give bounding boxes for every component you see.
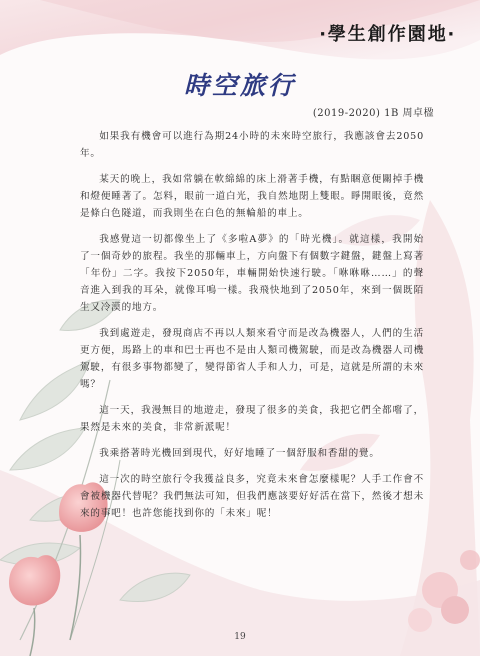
article-paragraph: 這一次的時空旅行令我獲益良多，究竟未來會怎麼樣呢？人手工作會不會被機器代替呢？我們無法可知，但我們應該要好好活在當下，然後才想未來的事吧！也許您能找到你的「未來」呢！ — [80, 474, 424, 519]
article-paragraph: 這一天，我漫無目的地遊走，發現了很多的美食，我把它們全都嚐了，果然是未來的美食，非常新派呢！ — [80, 405, 424, 433]
article-paragraph: 我感覺這一切都像坐上了《多啦A夢》的「時光機」。就這樣，我開始了一個奇妙的旅程。我坐的那輛車上，方向盤下有個數字鍵盤，鍵盤上寫著「年份」二字。我按下2050年，車輛開始快速行駛。「咻咻咻……」的聲音進入到我的耳朵，就像耳鳴一樣。我飛快地到了2050年，來到一個既陌生又冷漠的地方。 — [80, 234, 424, 313]
article-paragraph: 我乘搭著時光機回到現代，好好地睡了一個舒服和香甜的覺。 — [99, 448, 380, 459]
article-byline: (2019-2020) 1B 周卓楹 — [312, 108, 434, 119]
article-title: 時空旅行 — [183, 71, 296, 100]
section-header: ‧學生創作園地‧ — [319, 24, 456, 45]
article-paragraph: 如果我有機會可以進行為期24小時的未來時空旅行，我應該會去2050年。 — [80, 131, 424, 159]
page-number: 19 — [234, 632, 246, 642]
article-body — [80, 128, 424, 531]
article-paragraph: 我到處遊走，發現商店不再以人類來看守而是改為機器人，人們的生活更方便，馬路上的車和巴士再也不是由人類司機駕駛，而是改為機器人司機駕駛，有很多事物都變了，變得節省人手和人力，可是，這就是所謂的未來嗎？ — [80, 328, 424, 390]
article-paragraph: 某天的晚上，我如常躺在軟綿綿的床上滑著手機，有點睏意便關掉手機和燈便睡著了。怎料，眼前一道白光，我自然地閉上雙眼。睜開眼後，竟然是條白色隧道，而我則坐在白色的無輪船的車上。 — [80, 174, 424, 219]
